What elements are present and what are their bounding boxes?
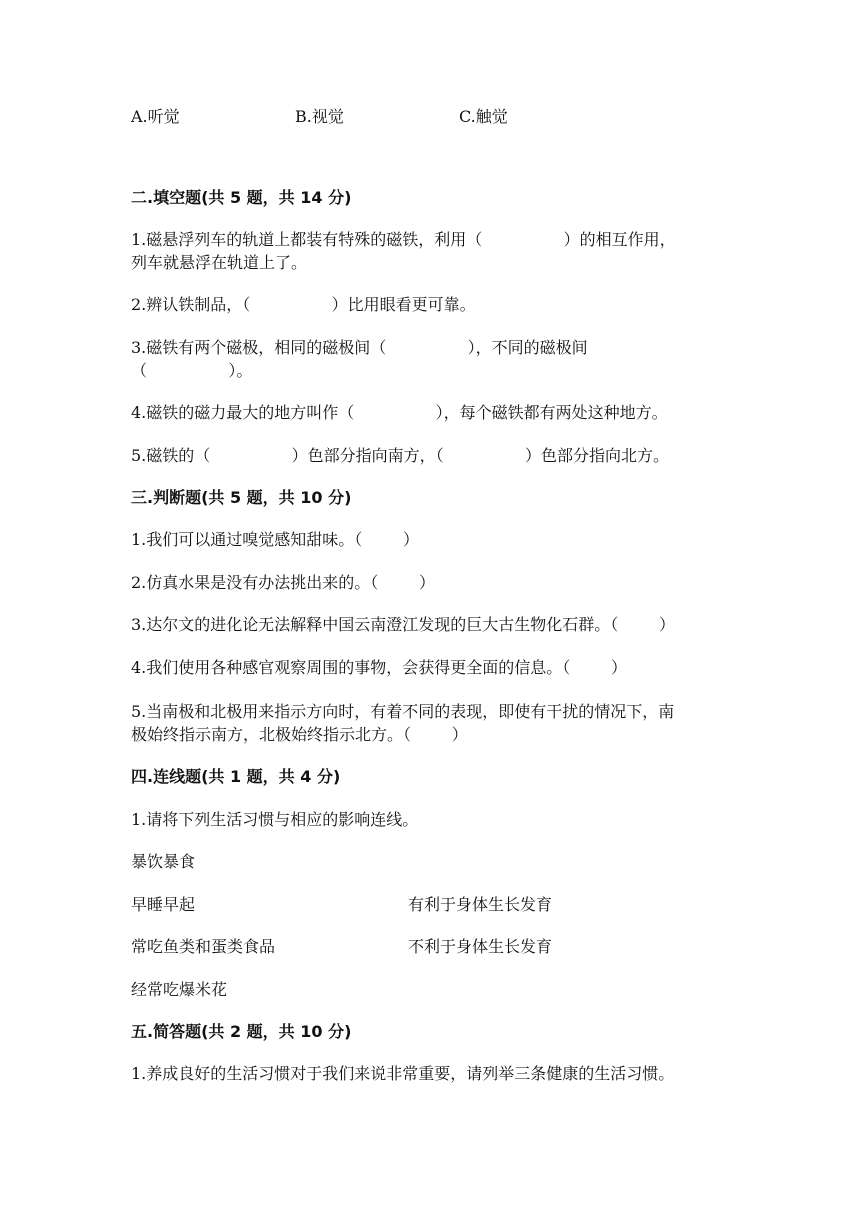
section-true-false-title: 三.判断题(共 5 题，共 10 分)	[131, 488, 352, 507]
tf-q3: 3.达尔文的进化论无法解释中国云南澄江发现的巨大古生物化石群。（ ）	[131, 615, 675, 634]
fill-q2: 2.辨认铁制品，（ ）比用眼看更可靠。	[131, 295, 476, 314]
match-left-item: 早睡早起	[131, 895, 196, 914]
fill-q3-line2: （ ）。	[131, 361, 253, 380]
section-short-answer-title: 五.简答题(共 2 题，共 10 分)	[131, 1022, 352, 1041]
match-q1: 1.请将下列生活习惯与相应的影响连线。	[131, 810, 419, 829]
fill-q3-line1: 3.磁铁有两个磁极，相同的磁极间（ ），不同的磁极间	[131, 338, 588, 357]
option-a: A.听觉	[131, 107, 180, 126]
tf-q1: 1.我们可以通过嗅觉感知甜味。（ ）	[131, 530, 419, 549]
fill-q5: 5.磁铁的（ ）色部分指向南方，（ ）色部分指向北方。	[131, 446, 670, 465]
match-left-item: 经常吃爆米花	[131, 980, 228, 999]
match-left-item: 暴饮暴食	[131, 852, 196, 871]
option-c: C.触觉	[459, 107, 508, 126]
tf-q2: 2.仿真水果是没有办法挑出来的。（ ）	[131, 573, 435, 592]
match-right-item: 有利于身体生长发育	[408, 895, 553, 914]
match-right-item: 不利于身体生长发育	[408, 937, 553, 956]
section-fill-in-title: 二.填空题(共 5 题，共 14 分)	[131, 188, 352, 207]
fill-q1-line1: 1.磁悬浮列车的轨道上都装有特殊的磁铁，利用（ ）的相互作用，	[131, 230, 676, 249]
match-left-item: 常吃鱼类和蛋类食品	[131, 937, 276, 956]
fill-q1-line2: 列车就悬浮在轨道上了。	[131, 253, 308, 272]
section-matching-title: 四.连线题(共 1 题，共 4 分)	[131, 767, 341, 786]
tf-q5-line2: 极始终指示南方，北极始终指示北方。（ ）	[131, 725, 468, 744]
fill-q4: 4.磁铁的磁力最大的地方叫作（ ），每个磁铁都有两处这种地方。	[131, 403, 668, 422]
tf-q4: 4.我们使用各种感官观察周围的事物，会获得更全面的信息。（ ）	[131, 658, 627, 677]
option-b: B.视觉	[295, 107, 344, 126]
tf-q5-line1: 5.当南极和北极用来指示方向时，有着不同的表现，即使有干扰的情况下，南	[131, 702, 675, 721]
short-q1: 1.养成良好的生活习惯对于我们来说非常重要，请列举三条健康的生活习惯。	[131, 1064, 675, 1083]
